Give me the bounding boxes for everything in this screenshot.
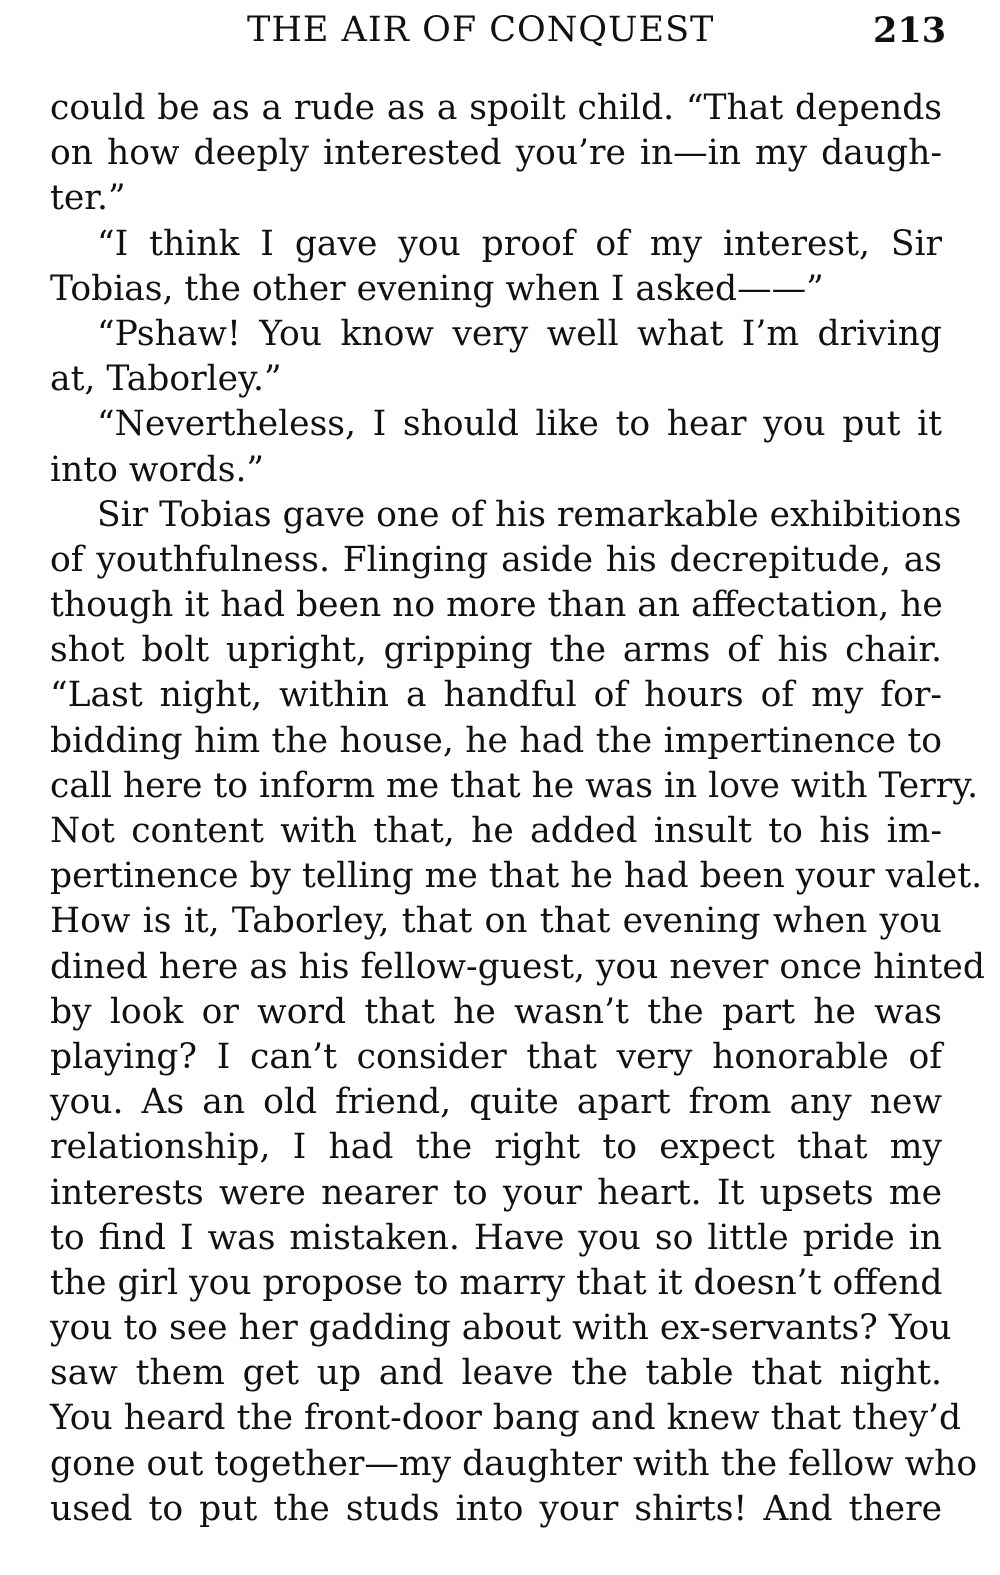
- text-line: “I think I gave you proof of my interest, Sir: [97, 223, 942, 264]
- text-line: by look or word that he wasn’t the part he was: [50, 991, 942, 1032]
- text-line: Tobias, the other evening when I asked——”: [50, 268, 824, 309]
- text-line: to find I was mistaken. Have you so little pride in: [50, 1217, 942, 1258]
- text-line: shot bolt upright, gripping the arms of his chair.: [50, 630, 942, 671]
- text-line: “Last night, within a handful of hours of my for-: [50, 675, 942, 716]
- text-line: used to put the studs into your shirts! And there: [50, 1488, 942, 1529]
- text-line: playing? I can’t consider that very honorable of: [50, 1036, 942, 1077]
- page-number: 213: [873, 10, 947, 51]
- running-title: THE AIR OF CONQUEST: [247, 10, 715, 50]
- text-line: “Pshaw! You know very well what I’m driving: [97, 313, 942, 354]
- text-line: though it had been no more than an affectation, he: [50, 585, 943, 626]
- text-line: on how deeply interested you’re in—in my daugh-: [50, 133, 942, 174]
- text-line: “Nevertheless, I should like to hear you put it: [97, 404, 942, 445]
- text-line: bidding him the house, he had the impertinence to: [50, 720, 942, 761]
- running-head: [0, 10, 1000, 60]
- text-line: at, Taborley.”: [50, 359, 282, 400]
- text-line: How is it, Taborley, that on that evening when you: [50, 901, 942, 942]
- text-line: pertinence by telling me that he had been your valet.: [50, 856, 983, 897]
- text-line: the girl you propose to marry that it doesn’t offend: [50, 1262, 943, 1303]
- text-line: call here to inform me that he was in love with Terry.: [50, 765, 979, 806]
- text-line: Not content with that, he added insult to his im-: [50, 811, 942, 851]
- text-line: saw them get up and leave the table that night.: [50, 1353, 942, 1394]
- text-body: [50, 86, 985, 1532]
- text-line: ter.”: [50, 178, 126, 219]
- text-line: You heard the front-door bang and knew that they’d: [50, 1398, 962, 1439]
- text-line: into words.”: [50, 449, 265, 490]
- text-line: dined here as his fellow-guest, you never once hinted: [50, 946, 985, 987]
- text-line: interests were nearer to your heart. It upsets me: [50, 1172, 942, 1213]
- text-line: gone out together—my daughter with the fellow who: [50, 1443, 978, 1484]
- text-line: Sir Tobias gave one of his remarkable exhibitions: [97, 494, 962, 535]
- text-line: you to see her gadding about with ex-servants? You: [50, 1308, 952, 1349]
- text-line: relationship, I had the right to expect that my: [50, 1127, 942, 1168]
- text-line: of youthfulness. Flinging aside his decrepitude, as: [50, 539, 942, 580]
- text-line: you. As an old friend, quite apart from any new: [50, 1082, 942, 1123]
- text-line: could be as a rude as a spoilt child. “That depends: [50, 88, 942, 128]
